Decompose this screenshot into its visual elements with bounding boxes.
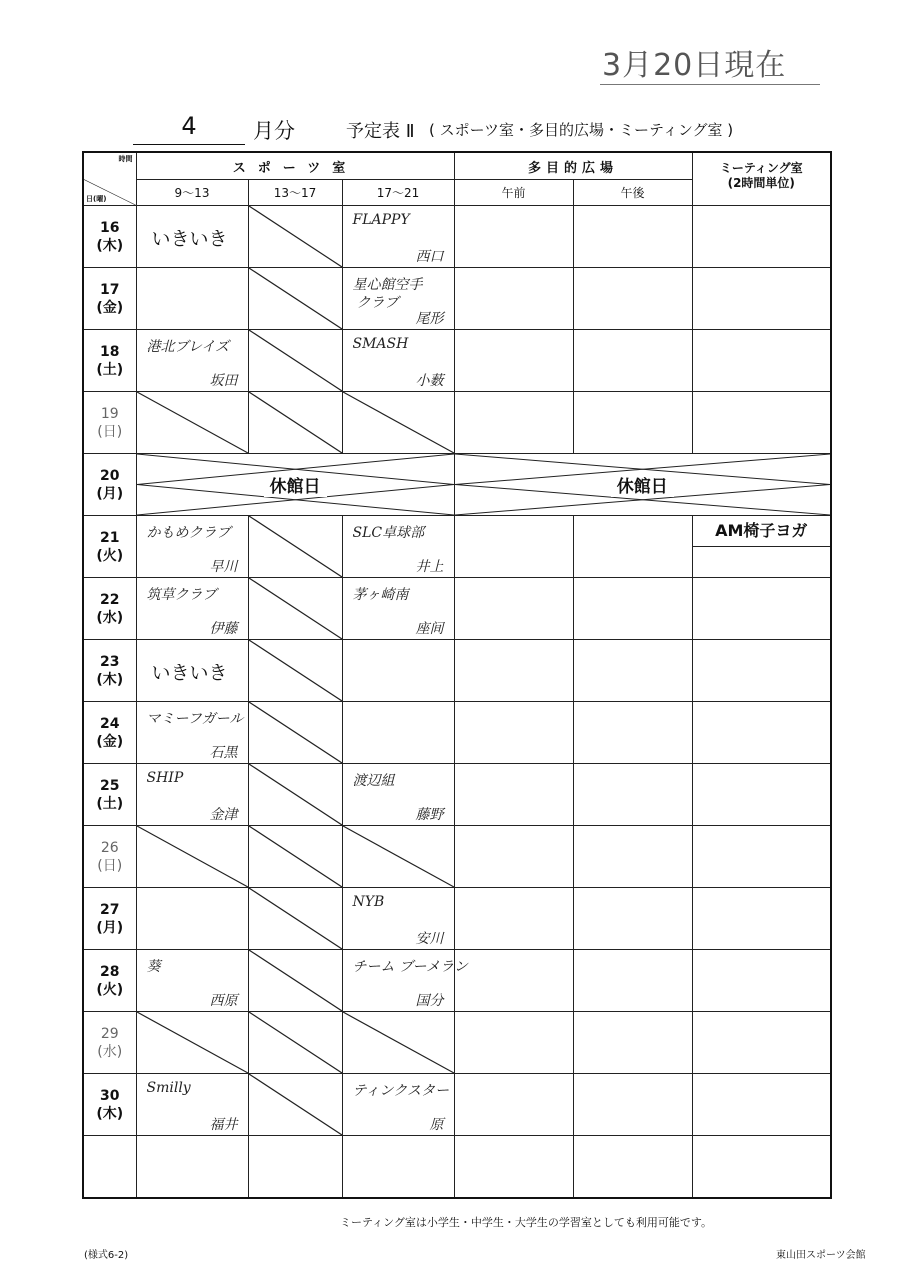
unavailable-mark: [249, 1012, 342, 1073]
day-of-week: (土): [96, 795, 124, 812]
multi-pm: [573, 950, 692, 1012]
footer-note: ミーティング室は小学生・中学生・大学生の学習室としても利用可能です。: [340, 1216, 713, 1229]
unavailable-mark: [343, 826, 454, 887]
day-of-week: (木): [96, 237, 124, 254]
day-row: [83, 392, 831, 454]
sports-9-13: [136, 764, 248, 826]
multi-pm: [573, 578, 692, 640]
meeting-room-cell: [692, 702, 831, 764]
day-cell: [83, 206, 136, 268]
day-of-week: (日): [97, 857, 123, 874]
meeting-room-cell: [692, 268, 831, 330]
multi-pm: [573, 330, 692, 392]
multi-pm: [573, 268, 692, 330]
multi-am: [454, 392, 573, 454]
booking-group: 港北ブレイズ: [146, 339, 230, 355]
unavailable-mark: [343, 1012, 454, 1073]
booking-group: NYB: [352, 894, 385, 910]
booking-group: マミーフガール: [146, 711, 244, 727]
day-cell: [83, 640, 136, 702]
unavailable-mark: [249, 764, 342, 825]
multi-am: [454, 1074, 573, 1136]
booking-contact: 原: [429, 1117, 444, 1133]
sports-13-17: [248, 206, 342, 268]
multi-pm: [573, 1012, 692, 1074]
sports-17-21: [342, 950, 468, 1012]
unavailable-mark: [249, 1074, 342, 1135]
sports-17-21: [342, 1012, 454, 1074]
day-number: 18: [100, 343, 120, 360]
sports-13-17: [248, 578, 342, 640]
multi-am: [454, 640, 573, 702]
day-row: [83, 888, 831, 950]
day-cell: [83, 330, 136, 392]
unavailable-mark: [249, 516, 342, 577]
multi-am: [454, 206, 573, 268]
meeting-room-cell: [692, 640, 831, 702]
sports-9-13: [136, 640, 248, 702]
day-number: 21: [100, 529, 120, 546]
meeting-room-cell: [692, 392, 831, 454]
day-of-week: (月): [96, 485, 124, 502]
sports-13-17: [248, 1012, 342, 1074]
meeting-room-cell: [692, 826, 831, 888]
sports-17-21: [342, 330, 454, 392]
day-row: [83, 578, 831, 640]
sports-17-21: [342, 578, 454, 640]
booking-group: かもめクラブ: [146, 525, 231, 541]
booking-group: Smilly: [146, 1080, 191, 1096]
blank-cell: [573, 1136, 692, 1199]
multi-closed-cell: [454, 454, 831, 516]
day-row: [83, 1074, 831, 1136]
corner-cell: [83, 152, 136, 206]
sports-13-17: [248, 268, 342, 330]
day-row: [83, 516, 831, 578]
day-number: 23: [100, 653, 120, 670]
stamp-underline: [600, 84, 820, 85]
day-cell: [83, 950, 136, 1012]
booking-group: 筑草クラブ: [146, 587, 217, 603]
unavailable-mark: [249, 330, 342, 391]
header-multipurpose: 多目的広場: [454, 152, 692, 180]
multi-pm: [573, 764, 692, 826]
day-number: 27: [100, 901, 120, 918]
sports-17-21: [342, 888, 454, 950]
sports-9-13: [136, 330, 248, 392]
booking-contact: 早川: [209, 559, 238, 575]
multi-pm: [573, 392, 692, 454]
multi-pm: [573, 702, 692, 764]
sports-closed-cell: [136, 454, 454, 516]
booking-group: SMASH: [352, 336, 409, 352]
unavailable-mark: [249, 640, 342, 701]
schedule-label: 予定表 Ⅱ: [346, 121, 415, 142]
day-row: [83, 950, 831, 1012]
slot-13-17: 13～17: [248, 180, 342, 206]
day-row: [83, 826, 831, 888]
blank-cell: [692, 1136, 831, 1199]
sports-17-21: [342, 702, 454, 764]
multi-am: [454, 1012, 573, 1074]
form-code: (様式6-2): [84, 1250, 129, 1261]
sports-9-13: [136, 516, 248, 578]
booking-contact: 金津: [209, 807, 238, 823]
day-of-week: (水): [97, 1043, 123, 1060]
booking-group-line2: クラブ: [356, 295, 399, 311]
corner-diagonal: [84, 153, 136, 205]
sports-17-21: [342, 206, 454, 268]
corner-time-label: 時間: [118, 155, 133, 163]
day-of-week: (月): [96, 919, 124, 936]
sports-9-13: [136, 826, 248, 888]
day-row: [83, 330, 831, 392]
schedule-grid: [82, 151, 832, 1199]
multi-pm: [573, 888, 692, 950]
day-number: 22: [100, 591, 120, 608]
meeting-room-cell: [692, 516, 831, 578]
multi-am: [454, 764, 573, 826]
closed-label: 休館日: [611, 477, 674, 497]
meeting-room-cell: [692, 764, 831, 826]
meeting-room-unit: (2時間単位): [727, 176, 795, 190]
unavailable-mark: [249, 888, 342, 949]
booking-contact: 西原: [209, 993, 238, 1009]
day-number: 24: [100, 715, 120, 732]
unavailable-mark: [137, 826, 248, 887]
month-number: 4: [181, 112, 197, 140]
sports-9-13: [136, 206, 248, 268]
sports-13-17: [248, 950, 342, 1012]
day-number: 20: [100, 467, 120, 484]
multi-am: [454, 702, 573, 764]
booking-contact: 福井: [209, 1117, 238, 1133]
day-of-week: (水): [96, 609, 124, 626]
booking-group: FLAPPY: [352, 212, 410, 228]
day-cell: [83, 516, 136, 578]
unavailable-mark: [137, 392, 248, 453]
day-number: 16: [100, 219, 120, 236]
day-number: 19: [100, 405, 119, 422]
day-of-week: (火): [96, 547, 124, 564]
unavailable-mark: [249, 950, 342, 1011]
booking-name: いきいき: [151, 228, 228, 250]
slot-pm: 午後: [573, 180, 692, 206]
meeting-room-cell: [692, 578, 831, 640]
sports-13-17: [248, 764, 342, 826]
meeting-room-cell: [692, 888, 831, 950]
sports-13-17: [248, 1074, 342, 1136]
multi-pm: [573, 826, 692, 888]
multi-am: [454, 268, 573, 330]
day-cell: [83, 1074, 136, 1136]
unavailable-mark: [249, 268, 342, 329]
booking-group: 渡辺組: [352, 773, 395, 789]
day-cell: [83, 578, 136, 640]
booking-contact: 尾形: [415, 311, 444, 327]
booking-contact: 小薮: [415, 373, 444, 389]
meeting-room-cell: [692, 330, 831, 392]
sports-17-21: [342, 392, 454, 454]
meeting-room-cell: [692, 206, 831, 268]
header-sports-room: スポーツ室: [136, 152, 454, 180]
day-cell: [83, 702, 136, 764]
blank-cell: [454, 1136, 573, 1199]
meeting-room-cell: [692, 1074, 831, 1136]
sports-13-17: [248, 640, 342, 702]
day-row: [83, 764, 831, 826]
day-row: [83, 1012, 831, 1074]
day-row: [83, 640, 831, 702]
multi-am: [454, 330, 573, 392]
day-cell: [83, 764, 136, 826]
booking-contact: 石黒: [209, 745, 238, 761]
day-of-week: (火): [96, 981, 124, 998]
booking-group: 葵: [146, 959, 161, 975]
slot-9-13: 9～13: [136, 180, 248, 206]
blank-cell: [342, 1136, 454, 1199]
sports-13-17: [248, 516, 342, 578]
booking-group: SHIP: [146, 770, 184, 786]
day-number: 17: [100, 281, 120, 298]
booking-group: 星心館空手: [352, 277, 423, 293]
sports-9-13: [136, 268, 248, 330]
booking-contact: 伊藤: [209, 621, 238, 637]
sports-17-21: [342, 268, 454, 330]
slot-17-21: 17～21: [342, 180, 454, 206]
booking-group: SLC卓球部: [352, 525, 425, 541]
day-number: 29: [100, 1025, 119, 1042]
multi-pm: [573, 516, 692, 578]
day-cell: [83, 1012, 136, 1074]
day-of-week: (土): [96, 361, 124, 378]
sports-17-21: [342, 1074, 454, 1136]
booking-contact: 国分: [415, 993, 444, 1009]
booking-group: 茅ヶ崎南: [352, 587, 409, 603]
day-number: 26: [100, 839, 119, 856]
unavailable-mark: [249, 392, 342, 453]
day-of-week: (木): [96, 1105, 124, 1122]
blank-cell: [136, 1136, 248, 1199]
blank-day-cell: [83, 1136, 136, 1199]
sports-9-13: [136, 1012, 248, 1074]
corner-day-label: 日(曜): [86, 195, 107, 203]
meeting-room-cell: [692, 950, 831, 1012]
rooms-label: ( スポーツ室・多目的広場・ミーティング室 ): [429, 121, 734, 139]
day-cell: [83, 826, 136, 888]
day-number: 25: [100, 777, 120, 794]
sports-9-13: [136, 578, 248, 640]
booking-contact: 安川: [415, 931, 444, 947]
day-row: [83, 206, 831, 268]
multi-am: [454, 516, 573, 578]
day-of-week: (金): [96, 733, 124, 750]
day-of-week: (金): [96, 299, 124, 316]
blank-cell: [248, 1136, 342, 1199]
sports-9-13: [136, 888, 248, 950]
booking-group: ティンクスター: [352, 1083, 449, 1099]
day-cell: [83, 268, 136, 330]
sports-17-21: [342, 764, 454, 826]
sports-9-13: [136, 392, 248, 454]
day-row: [83, 268, 831, 330]
sports-13-17: [248, 702, 342, 764]
sports-13-17: [248, 888, 342, 950]
sports-13-17: [248, 330, 342, 392]
closed-label: 休館日: [264, 477, 327, 497]
day-number: 28: [100, 963, 120, 980]
sports-13-17: [248, 826, 342, 888]
booking-group: チーム ブーメラン: [352, 959, 468, 975]
sports-17-21: [342, 640, 454, 702]
unavailable-mark: [343, 392, 454, 453]
sports-13-17: [248, 392, 342, 454]
unavailable-mark: [249, 702, 342, 763]
day-of-week: (木): [96, 671, 124, 688]
day-row: [83, 702, 831, 764]
sports-17-21: [342, 826, 454, 888]
multi-am: [454, 826, 573, 888]
multi-am: [454, 950, 573, 1012]
multi-am: [454, 888, 573, 950]
day-cell: [83, 888, 136, 950]
unavailable-mark: [249, 206, 342, 267]
sports-9-13: [136, 950, 248, 1012]
multi-pm: [573, 206, 692, 268]
slot-am: 午前: [454, 180, 573, 206]
month-underline: [133, 144, 245, 145]
booking-contact: 坂田: [209, 373, 238, 389]
sports-9-13: [136, 1074, 248, 1136]
day-number: 30: [100, 1087, 120, 1104]
month-suffix: 月分: [253, 119, 295, 143]
booking-contact: 西口: [415, 249, 444, 265]
meeting-room-title: ミーティング室: [719, 161, 803, 175]
booking-contact: 井上: [415, 559, 444, 575]
unavailable-mark: [249, 578, 342, 639]
multi-pm: [573, 640, 692, 702]
date-stamp: 3月20日現在: [602, 48, 787, 83]
multi-am: [454, 578, 573, 640]
booking-contact: 座间: [415, 621, 444, 637]
facility-name: 東山田スポーツ会館: [776, 1250, 866, 1261]
booking-contact: 藤野: [415, 807, 444, 823]
meeting-booking: AM椅子ヨガ: [693, 516, 831, 547]
sports-9-13: [136, 702, 248, 764]
day-of-week: (日): [97, 423, 123, 440]
booking-name: いきいき: [151, 662, 228, 684]
unavailable-mark: [249, 826, 342, 887]
meeting-room-cell: [692, 1012, 831, 1074]
day-cell: [83, 454, 136, 516]
sports-17-21: [342, 516, 454, 578]
day-row: [83, 454, 831, 516]
unavailable-mark: [137, 1012, 248, 1073]
day-cell: [83, 392, 136, 454]
multi-pm: [573, 1074, 692, 1136]
header-meeting-room: [692, 152, 831, 206]
